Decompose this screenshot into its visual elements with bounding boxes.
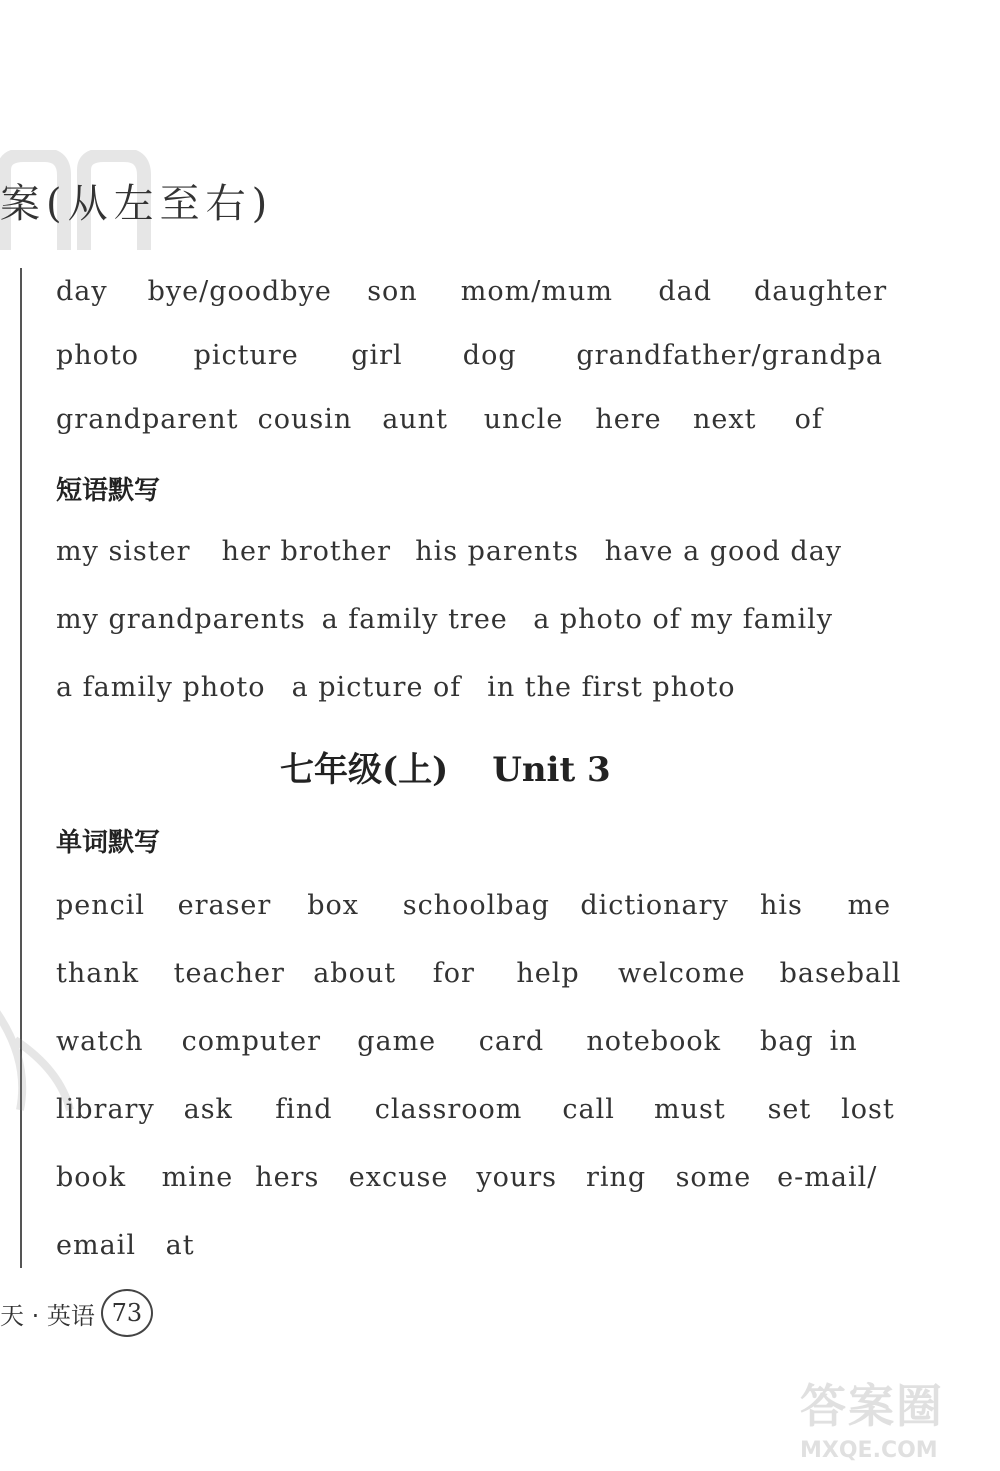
word: of — [794, 404, 823, 435]
word: excuse — [348, 1162, 449, 1193]
word-dictation-heading: 单词默写 — [56, 828, 161, 858]
page-footer — [0, 1290, 153, 1336]
site-watermark — [800, 1370, 1000, 1471]
word-line — [56, 890, 891, 921]
unit-name: Unit 3 — [492, 750, 611, 790]
word: box — [307, 890, 359, 921]
word: library — [56, 1094, 155, 1125]
watermark-logo: 答案圈 — [800, 1379, 944, 1433]
word: book — [56, 1162, 127, 1193]
word: photo — [56, 340, 140, 371]
word-line — [56, 958, 901, 989]
word: classroom — [374, 1094, 523, 1125]
word-line — [56, 1230, 195, 1261]
word: aunt — [382, 404, 448, 435]
word: girl — [351, 340, 403, 371]
word: welcome — [617, 958, 746, 989]
word: in — [829, 1026, 858, 1057]
word: day — [56, 276, 108, 307]
word-line — [56, 1094, 895, 1125]
footer-label: 天 · 英语 — [0, 1301, 95, 1330]
word-line — [56, 404, 823, 435]
page-number: 73 — [101, 1289, 153, 1337]
word: some — [675, 1162, 752, 1193]
word: his — [759, 890, 803, 921]
word: picture — [193, 340, 299, 371]
phrase-dictation-heading: 短语默写 — [56, 476, 161, 506]
word: card — [478, 1026, 545, 1057]
watermark-url: MXQE.COM — [800, 1438, 938, 1463]
word: dog — [462, 340, 517, 371]
word: lost — [841, 1094, 895, 1125]
word: cousin — [257, 404, 353, 435]
word: must — [653, 1094, 726, 1125]
word: watch — [56, 1026, 144, 1057]
word: call — [562, 1094, 615, 1125]
grade-label: 七年级(上) — [280, 750, 449, 790]
word: pencil — [56, 890, 146, 921]
word: son — [367, 276, 418, 307]
phrase: a family photo — [56, 672, 266, 703]
watermark-swoosh — [0, 1000, 80, 1120]
phrase: a family tree — [321, 604, 508, 635]
phrase-line — [56, 604, 833, 635]
word: e-mail/ — [777, 1162, 878, 1193]
unit-title — [280, 742, 611, 791]
phrase: my grandparents — [56, 604, 306, 635]
word-line — [56, 1026, 858, 1057]
word: dictionary — [580, 890, 729, 921]
word: bag — [759, 1026, 814, 1057]
word: game — [357, 1026, 437, 1057]
word: bye/goodbye — [147, 276, 332, 307]
phrase: her brother — [221, 536, 392, 567]
word-line — [56, 276, 887, 307]
phrase-line — [56, 536, 842, 567]
word: baseball — [779, 958, 902, 989]
word: email — [56, 1230, 136, 1261]
phrase: a photo of my family — [533, 604, 833, 635]
word: computer — [181, 1026, 321, 1057]
phrase-line — [56, 672, 735, 703]
word: ask — [183, 1094, 233, 1125]
word: me — [847, 890, 892, 921]
word: yours — [476, 1162, 558, 1193]
word: about — [313, 958, 397, 989]
word: mine — [161, 1162, 234, 1193]
phrase: have a good day — [604, 536, 843, 567]
phrase: my sister — [56, 536, 191, 567]
section-title: 案(从左至右) — [0, 181, 274, 227]
word: grandfather/grandpa — [576, 340, 883, 371]
word: dad — [658, 276, 713, 307]
word: schoolbag — [402, 890, 550, 921]
word: next — [692, 404, 757, 435]
word: notebook — [586, 1026, 722, 1057]
word: hers — [255, 1162, 320, 1193]
word: eraser — [177, 890, 272, 921]
word: here — [595, 404, 662, 435]
phrase: in the first photo — [487, 672, 736, 703]
phrase: his parents — [415, 536, 580, 567]
word-line — [56, 340, 883, 371]
word: uncle — [483, 404, 564, 435]
word: grandparent — [56, 404, 239, 435]
word-line — [56, 1162, 877, 1193]
word: help — [516, 958, 580, 989]
word: daughter — [753, 276, 888, 307]
phrase: a picture of — [291, 672, 462, 703]
word: at — [165, 1230, 195, 1261]
word: for — [432, 958, 475, 989]
word: mom/mum — [460, 276, 613, 307]
word: set — [767, 1094, 812, 1125]
word: thank — [56, 958, 140, 989]
word: ring — [585, 1162, 647, 1193]
word: teacher — [173, 958, 285, 989]
word: find — [275, 1094, 333, 1125]
